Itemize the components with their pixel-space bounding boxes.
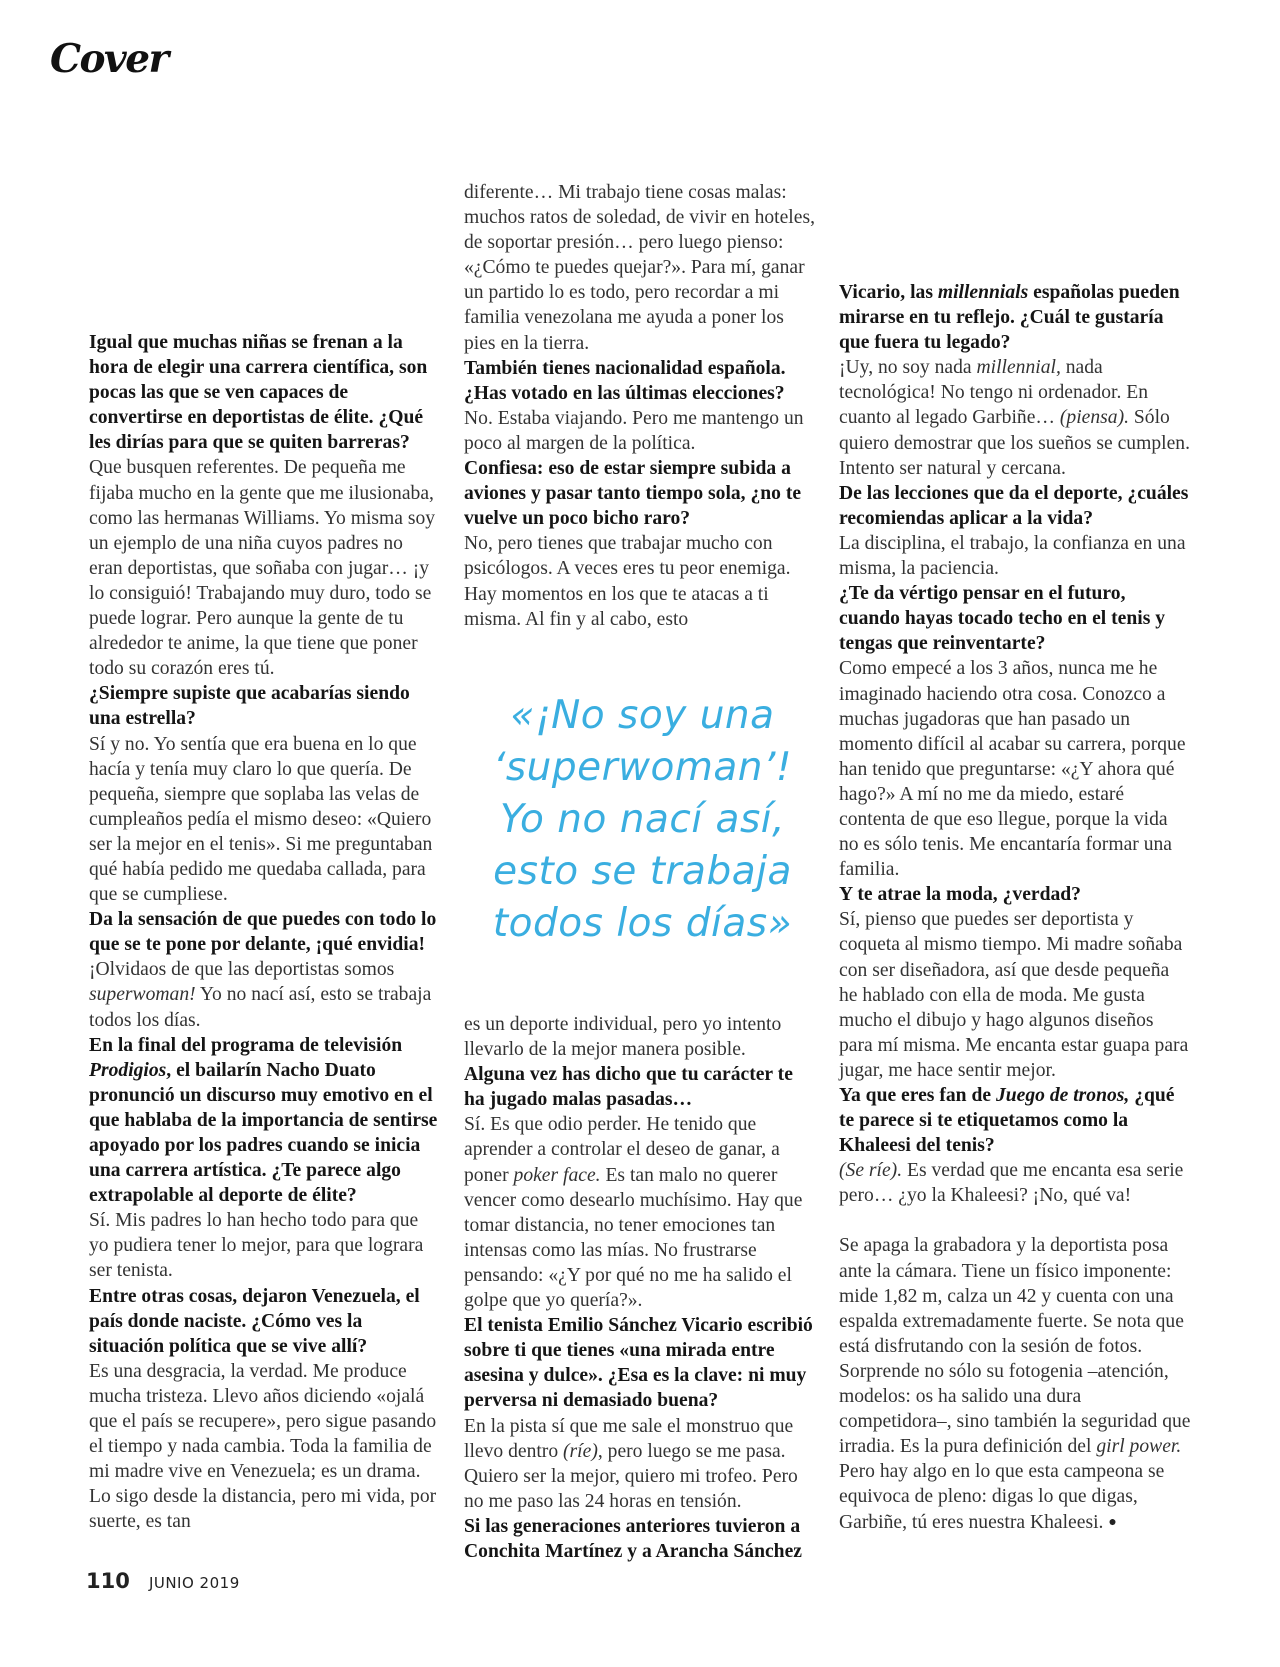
closing-paragraph: Se apaga la grabadora y la deportista posa ante la cámara. Tiene un físico imponente: mide 1,82 m, calza un 42 y cuenta con una espalda extremadamente fuerte. Se nota que está disfrutando con la sesión de fotos. Sorprende no sólo su fotogenia –atención, modelos: os ha salido una dura competidora–, sino también la seguridad que irradia. Es la pura definición del girl power. Pero hay algo en lo que esta campeona se equivoca de pleno: digas lo que digas, Garbiñe, tú eres nuestra Khaleesi. ● bbox=[839, 1235, 1191, 1533]
question: Si las generaciones anteriores tuvieron a Conchita Martínez y a Arancha Sánchez bbox=[464, 1515, 802, 1562]
paragraph-gap bbox=[839, 1208, 1191, 1233]
question: ¿Siempre supiste que acabarías siendo una estrella? bbox=[89, 683, 410, 730]
question: Da la sensación de que puedes con todo lo que se te pone por delante, ¡qué envidia! bbox=[89, 909, 437, 956]
answer: es un deporte individual, pero yo intento llevarlo de la mejor manera posible. bbox=[464, 1014, 782, 1061]
answer: Sí. Mis padres lo han hecho todo para que yo pudiera tener lo mejor, para que lograra ser tenista. bbox=[89, 1210, 424, 1282]
article-column-1 bbox=[89, 330, 441, 1535]
question: También tienes nacionalidad española. ¿Has votado en las últimas elecciones? bbox=[464, 357, 786, 404]
section-title: Cover bbox=[50, 36, 168, 82]
answer: Como empecé a los 3 años, nunca me he imaginado haciendo otra cosa. Conozco a muchas jugadoras que han pasado un momento difícil al acabar su carrera, porque han tenido que preguntarse: «¿Y ahora qué hago?» A mí no me da miedo, estaré contenta de que eso llegue, porque la vida no es sólo tenis. Me encantaría formar una familia. bbox=[839, 658, 1186, 881]
question: El tenista Emilio Sánchez Vicario escribió sobre ti que tienes «una mirada entre asesina y dulce». ¿Esa es la clave: ni muy perversa ni demasiado buena? bbox=[464, 1315, 813, 1412]
answer: ¡Olvidaos de que las deportistas somos superwoman! Yo no nací así, esto se trabaja todos los días. bbox=[89, 959, 432, 1031]
answer: Que busquen referentes. De pequeña me fijaba mucho en la gente que me ilusionaba, como las hermanas Williams. Yo misma soy un ejemplo de una niña cuyos padres no eran deportistas, que soñaba con jugar… ¡y lo consiguió! Trabajando muy duro, todo se puede lograr. Pero aunque la gente de tu alrededor te anime, la que tiene que poner todo su corazón eres tú. bbox=[89, 457, 436, 680]
question: En la final del programa de televisión Prodigios, el bailarín Nacho Duato pronunció un discurso muy emotivo en el que hablaba de la importancia de sentirse apoyado por los padres cuando se inicia una carrera artística. ¿Te parece algo extrapolable al deporte de élite? bbox=[89, 1034, 438, 1207]
question: Alguna vez has dicho que tu carácter te ha jugado malas pasadas… bbox=[464, 1064, 793, 1111]
end-mark-icon: ● bbox=[1108, 1514, 1117, 1530]
question: ¿Te da vértigo pensar en el futuro, cuando hayas tocado techo en el tenis y tengas que reinventarte? bbox=[839, 583, 1166, 655]
question: Entre otras cosas, dejaron Venezuela, el país donde naciste. ¿Cómo ves la situación política que se vive allí? bbox=[89, 1285, 420, 1357]
answer: La disciplina, el trabajo, la confianza en una misma, la paciencia. bbox=[839, 532, 1186, 580]
question: De las lecciones que da el deporte, ¿cuáles recomiendas aplicar a la vida? bbox=[839, 482, 1189, 529]
article-column-2-bottom bbox=[464, 1012, 816, 1564]
question: Igual que muchas niñas se frenan a la hora de elegir una carrera científica, son pocas las que se ven capaces de convertirse en deportistas de élite. ¿Qué les dirías para que se quiten barreras? bbox=[89, 332, 428, 454]
answer: En la pista sí que me sale el monstruo que llevo dentro (ríe), pero luego se me pasa. Quiero ser la mejor, quiero mi trofeo. Pero no me paso las 24 horas en tensión. bbox=[464, 1415, 798, 1512]
answer: Es una desgracia, la verdad. Me produce mucha tristeza. Llevo años diciendo «ojalá que el país se recupere», pero sigue pasando el tiempo y nada cambia. Toda la familia de mi madre vive en Venezuela; es un drama. Lo sigo desde la distancia, pero mi vida, por suerte, es tan bbox=[89, 1360, 437, 1533]
answer: No. Estaba viajando. Pero me mantengo un poco al margen de la política. bbox=[464, 407, 804, 454]
article-column-2-top bbox=[464, 180, 816, 632]
page-footer bbox=[86, 1569, 240, 1593]
question: Ya que eres fan de Juego de tronos, ¿qué te parece si te etiquetamos como la Khaleesi del tenis? bbox=[839, 1085, 1175, 1157]
page-number: 110 bbox=[86, 1569, 130, 1593]
answer: (Se ríe). Es verdad que me encanta esa serie pero… ¿yo la Khaleesi? ¡No, qué va! bbox=[839, 1160, 1184, 1207]
question: Vicario, las millennials españolas pueden mirarse en tu reflejo. ¿Cuál te gustaría que fuera tu legado? bbox=[839, 282, 1180, 354]
pull-quote: «¡No soy una ‘superwoman’! Yo no nací así, esto se trabaja todos los días» bbox=[492, 693, 793, 946]
question: Y te atrae la moda, ¿verdad? bbox=[839, 884, 1081, 906]
answer: diferente… Mi trabajo tiene cosas malas: muchos ratos de soledad, de vivir en hoteles, de soportar presión… pero luego pienso: «¿Cómo te puedes quejar?». Para mí, ganar un partido lo es todo, pero recordar a mi familia venezolana me ayuda a poner los pies en la tierra. bbox=[464, 182, 815, 354]
answer: Sí, pienso que puedes ser deportista y coqueta al mismo tiempo. Mi madre soñaba con ser diseñadora, así que desde pequeña he hablado con ella de moda. Me gusta mucho el dibujo y hago algunos diseños para mí misma. Me encanta estar guapa para jugar, me hace sentir mejor. bbox=[839, 909, 1189, 1081]
answer: ¡Uy, no soy nada millennial, nada tecnológica! No tengo ni ordenador. En cuanto al legado Garbiñe… (piensa). Sólo quiero demostrar que los sueños se cumplen. Intento ser natural y cercana. bbox=[839, 357, 1190, 479]
answer: Sí. Es que odio perder. He tenido que aprender a controlar el deseo de ganar, a poner poker face. Es tan malo no querer vencer como desearlo muchísimo. Hay que tomar distancia, no tener emociones tan intensas como las mías. No frustrarse pensando: «¿Y por qué no me ha salido el golpe que yo quería?». bbox=[464, 1114, 803, 1312]
issue-date: JUNIO 2019 bbox=[148, 1574, 240, 1592]
question: Confiesa: eso de estar siempre subida a aviones y pasar tanto tiempo sola, ¿no te vuelve un poco bicho raro? bbox=[464, 458, 802, 530]
answer: No, pero tienes que trabajar mucho con psicólogos. A veces eres tu peor enemiga. Hay momentos en los que te atacas a ti misma. Al fin y al cabo, esto bbox=[464, 533, 791, 630]
article-column-3 bbox=[839, 280, 1191, 1535]
answer: Sí y no. Yo sentía que era buena en lo que hacía y tenía muy claro lo que quería. De pequeña, siempre que soplaba las velas de cumpleaños pedía el mismo deseo: «Quiero ser la mejor en el tenis». Si me preguntaban qué había pedido me quedaba callada, para que se cumpliese. bbox=[89, 733, 433, 906]
